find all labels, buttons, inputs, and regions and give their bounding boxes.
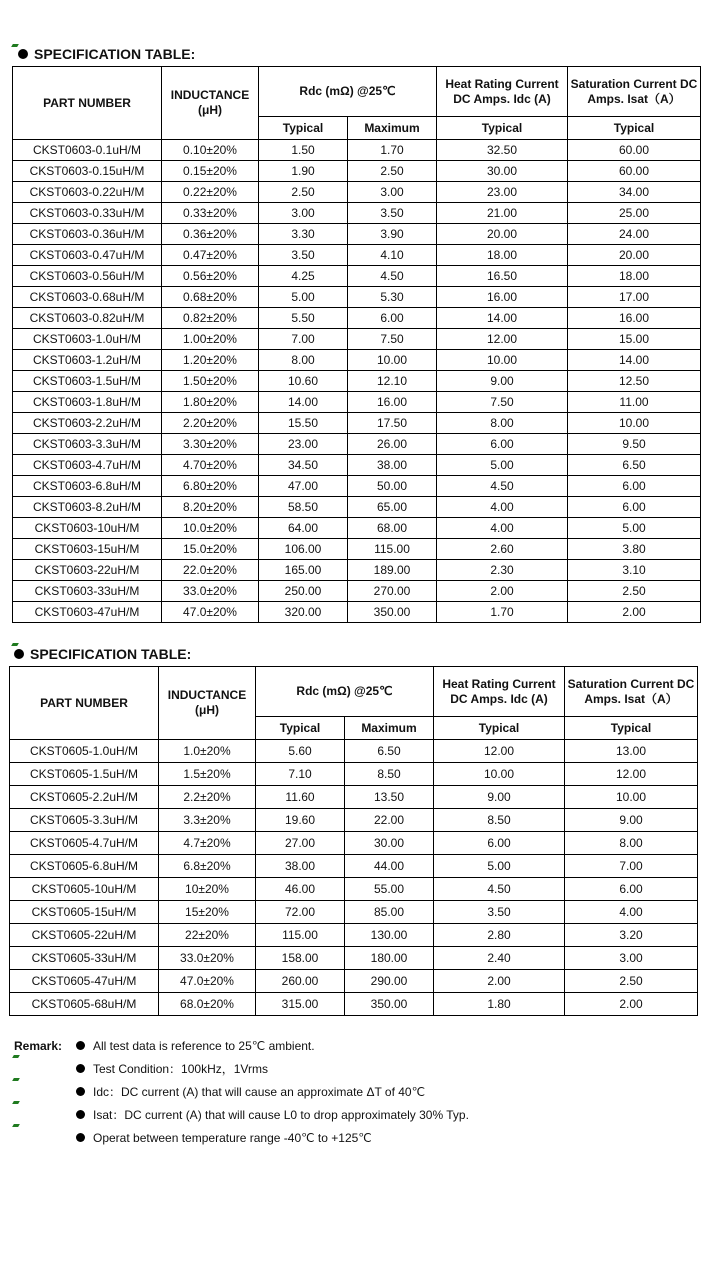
- cell-part-number: CKST0603-1.5uH/M: [13, 371, 162, 392]
- table-row: [10, 947, 698, 970]
- cell-part-number: CKST0605-6.8uH/M: [10, 855, 159, 878]
- cell-rdc-maximum: 12.10: [348, 371, 437, 392]
- cell-rdc-maximum: 5.30: [348, 287, 437, 308]
- cell-rdc-typical: 72.00: [256, 901, 345, 924]
- table-body: [13, 140, 701, 623]
- cell-rdc-maximum: 13.50: [345, 786, 434, 809]
- cell-idc-typical: 14.00: [437, 308, 568, 329]
- cell-isat-typical: 10.00: [565, 786, 698, 809]
- cell-inductance: 1.5±20%: [159, 763, 256, 786]
- cell-rdc-typical: 1.90: [259, 161, 348, 182]
- cell-rdc-maximum: 4.50: [348, 266, 437, 287]
- cell-idc-typical: 4.00: [437, 497, 568, 518]
- cell-isat-typical: 3.10: [568, 560, 701, 581]
- cell-part-number: CKST0603-15uH/M: [13, 539, 162, 560]
- cell-isat-typical: 2.00: [565, 993, 698, 1016]
- cell-idc-typical: 2.00: [437, 581, 568, 602]
- cell-rdc-maximum: 68.00: [348, 518, 437, 539]
- cell-part-number: CKST0603-2.2uH/M: [13, 413, 162, 434]
- cell-idc-typical: 5.00: [437, 455, 568, 476]
- header-isat-typical: Typical: [565, 717, 698, 740]
- cell-idc-typical: 18.00: [437, 245, 568, 266]
- table-row: [13, 245, 701, 266]
- cell-rdc-typical: 27.00: [256, 832, 345, 855]
- table-row: [10, 809, 698, 832]
- cell-idc-typical: 32.50: [437, 140, 568, 161]
- cell-idc-typical: 30.00: [437, 161, 568, 182]
- cell-rdc-typical: 3.30: [259, 224, 348, 245]
- cell-rdc-typical: 23.00: [259, 434, 348, 455]
- cell-part-number: CKST0603-0.68uH/M: [13, 287, 162, 308]
- remark-item: [14, 1057, 469, 1080]
- cell-part-number: CKST0603-4.7uH/M: [13, 455, 162, 476]
- table-row: [10, 970, 698, 993]
- cell-inductance: 33.0±20%: [162, 581, 259, 602]
- cell-isat-typical: 17.00: [568, 287, 701, 308]
- section-title-1: [18, 46, 195, 62]
- table-row: [13, 434, 701, 455]
- cell-idc-typical: 8.50: [434, 809, 565, 832]
- cell-part-number: CKST0603-0.47uH/M: [13, 245, 162, 266]
- cell-isat-typical: 12.00: [565, 763, 698, 786]
- cell-inductance: 1.20±20%: [162, 350, 259, 371]
- header-saturation: Saturation Current DC Amps. Isat（A）: [565, 667, 698, 717]
- cell-isat-typical: 6.00: [568, 497, 701, 518]
- header-part-number: PART NUMBER: [13, 67, 162, 140]
- cell-idc-typical: 2.80: [434, 924, 565, 947]
- cell-rdc-typical: 115.00: [256, 924, 345, 947]
- table-row: [10, 878, 698, 901]
- cell-idc-typical: 7.50: [437, 392, 568, 413]
- cell-rdc-maximum: 130.00: [345, 924, 434, 947]
- table-body: [10, 740, 698, 1016]
- cell-part-number: CKST0603-47uH/M: [13, 602, 162, 623]
- cell-idc-typical: 2.00: [434, 970, 565, 993]
- header-inductance: INDUCTANCE (μH): [162, 67, 259, 140]
- cell-rdc-typical: 38.00: [256, 855, 345, 878]
- table-row: [13, 161, 701, 182]
- cell-isat-typical: 3.80: [568, 539, 701, 560]
- cell-inductance: 6.80±20%: [162, 476, 259, 497]
- cell-idc-typical: 12.00: [437, 329, 568, 350]
- cell-inductance: 3.3±20%: [159, 809, 256, 832]
- cell-rdc-typical: 165.00: [259, 560, 348, 581]
- cell-idc-typical: 12.00: [434, 740, 565, 763]
- cell-rdc-typical: 3.50: [259, 245, 348, 266]
- cell-rdc-typical: 250.00: [259, 581, 348, 602]
- cell-inductance: 15±20%: [159, 901, 256, 924]
- cell-rdc-typical: 5.60: [256, 740, 345, 763]
- cell-inductance: 0.36±20%: [162, 224, 259, 245]
- cell-inductance: 0.15±20%: [162, 161, 259, 182]
- cell-part-number: CKST0605-10uH/M: [10, 878, 159, 901]
- cell-inductance: 10±20%: [159, 878, 256, 901]
- spec-table-0605: [9, 666, 698, 1016]
- cell-inductance: 47.0±20%: [162, 602, 259, 623]
- remark-label: Remark:: [14, 1038, 63, 1053]
- header-rdc: Rdc (mΩ) @25℃: [259, 67, 437, 117]
- cell-rdc-maximum: 65.00: [348, 497, 437, 518]
- cell-part-number: CKST0605-1.5uH/M: [10, 763, 159, 786]
- table-row: [13, 497, 701, 518]
- bullet-icon: [76, 1064, 85, 1073]
- table-row: [13, 203, 701, 224]
- header-rdc: Rdc (mΩ) @25℃: [256, 667, 434, 717]
- cell-rdc-maximum: 10.00: [348, 350, 437, 371]
- cell-part-number: CKST0605-22uH/M: [10, 924, 159, 947]
- table-row: [13, 392, 701, 413]
- header-part-number: PART NUMBER: [10, 667, 159, 740]
- cell-part-number: CKST0605-15uH/M: [10, 901, 159, 924]
- cell-inductance: 0.33±20%: [162, 203, 259, 224]
- cell-rdc-maximum: 44.00: [345, 855, 434, 878]
- remark-block: [14, 1034, 469, 1149]
- cell-isat-typical: 6.50: [568, 455, 701, 476]
- cell-rdc-typical: 46.00: [256, 878, 345, 901]
- table-row: [13, 560, 701, 581]
- cell-inductance: 0.47±20%: [162, 245, 259, 266]
- cell-part-number: CKST0603-1.0uH/M: [13, 329, 162, 350]
- table-row: [13, 476, 701, 497]
- cell-inductance: 8.20±20%: [162, 497, 259, 518]
- cell-rdc-maximum: 55.00: [345, 878, 434, 901]
- cell-isat-typical: 4.00: [565, 901, 698, 924]
- cell-part-number: CKST0603-0.1uH/M: [13, 140, 162, 161]
- table-row: [10, 740, 698, 763]
- cell-rdc-maximum: 2.50: [348, 161, 437, 182]
- cell-part-number: CKST0603-0.33uH/M: [13, 203, 162, 224]
- table-row: [13, 308, 701, 329]
- cell-rdc-typical: 47.00: [259, 476, 348, 497]
- cell-idc-typical: 2.40: [434, 947, 565, 970]
- cell-rdc-maximum: 6.00: [348, 308, 437, 329]
- cell-rdc-typical: 34.50: [259, 455, 348, 476]
- cell-part-number: CKST0605-68uH/M: [10, 993, 159, 1016]
- cell-idc-typical: 4.50: [434, 878, 565, 901]
- cell-rdc-maximum: 6.50: [345, 740, 434, 763]
- spec-table-0603: [12, 66, 701, 623]
- header-idc-typical: Typical: [434, 717, 565, 740]
- bullet-icon: [76, 1133, 85, 1142]
- cell-rdc-typical: 15.50: [259, 413, 348, 434]
- header-rdc-typical: Typical: [256, 717, 345, 740]
- header-rdc-typical: Typical: [259, 117, 348, 140]
- cell-rdc-maximum: 85.00: [345, 901, 434, 924]
- cell-rdc-maximum: 4.10: [348, 245, 437, 266]
- table-row: [10, 763, 698, 786]
- cell-idc-typical: 10.00: [437, 350, 568, 371]
- cell-rdc-maximum: 3.00: [348, 182, 437, 203]
- cell-rdc-maximum: 270.00: [348, 581, 437, 602]
- cell-isat-typical: 13.00: [565, 740, 698, 763]
- cell-isat-typical: 3.00: [565, 947, 698, 970]
- cell-inductance: 3.30±20%: [162, 434, 259, 455]
- table-row: [10, 993, 698, 1016]
- cell-isat-typical: 18.00: [568, 266, 701, 287]
- cell-isat-typical: 5.00: [568, 518, 701, 539]
- cell-rdc-typical: 14.00: [259, 392, 348, 413]
- table-row: [13, 350, 701, 371]
- cell-rdc-maximum: 22.00: [345, 809, 434, 832]
- cell-isat-typical: 25.00: [568, 203, 701, 224]
- cell-idc-typical: 5.00: [434, 855, 565, 878]
- remark-text: All test data is reference to 25℃ ambient.: [93, 1038, 315, 1053]
- cell-part-number: CKST0603-0.22uH/M: [13, 182, 162, 203]
- cell-rdc-maximum: 180.00: [345, 947, 434, 970]
- remark-text: Isat：DC current (A) that will cause L0 to drop approximately 30% Typ.: [93, 1108, 469, 1122]
- cell-rdc-maximum: 30.00: [345, 832, 434, 855]
- cell-rdc-maximum: 189.00: [348, 560, 437, 581]
- cell-part-number: CKST0603-0.15uH/M: [13, 161, 162, 182]
- cell-rdc-typical: 5.50: [259, 308, 348, 329]
- cell-rdc-maximum: 350.00: [348, 602, 437, 623]
- cell-part-number: CKST0603-0.36uH/M: [13, 224, 162, 245]
- cell-rdc-typical: 320.00: [259, 602, 348, 623]
- cell-isat-typical: 16.00: [568, 308, 701, 329]
- cell-idc-typical: 23.00: [437, 182, 568, 203]
- cell-rdc-maximum: 350.00: [345, 993, 434, 1016]
- cell-rdc-maximum: 1.70: [348, 140, 437, 161]
- cell-part-number: CKST0603-8.2uH/M: [13, 497, 162, 518]
- cell-rdc-typical: 1.50: [259, 140, 348, 161]
- section-title-text: SPECIFICATION TABLE:: [30, 646, 192, 662]
- cell-part-number: CKST0603-22uH/M: [13, 560, 162, 581]
- table-row: [10, 832, 698, 855]
- table-row: [13, 455, 701, 476]
- table-row: [10, 855, 698, 878]
- cell-idc-typical: 21.00: [437, 203, 568, 224]
- cell-isat-typical: 8.00: [565, 832, 698, 855]
- remark-item: [14, 1103, 469, 1126]
- cell-inductance: 22±20%: [159, 924, 256, 947]
- cell-isat-typical: 14.00: [568, 350, 701, 371]
- cell-inductance: 2.2±20%: [159, 786, 256, 809]
- table-row: [10, 924, 698, 947]
- table-row: [10, 901, 698, 924]
- cell-rdc-maximum: 16.00: [348, 392, 437, 413]
- cell-idc-typical: 9.00: [434, 786, 565, 809]
- cell-isat-typical: 6.00: [565, 878, 698, 901]
- cell-idc-typical: 1.80: [434, 993, 565, 1016]
- remark-item: [14, 1034, 469, 1057]
- cell-isat-typical: 20.00: [568, 245, 701, 266]
- cell-idc-typical: 10.00: [434, 763, 565, 786]
- cell-isat-typical: 3.20: [565, 924, 698, 947]
- cell-isat-typical: 12.50: [568, 371, 701, 392]
- bullet-icon: [76, 1041, 85, 1050]
- cell-rdc-maximum: 17.50: [348, 413, 437, 434]
- cell-part-number: CKST0603-10uH/M: [13, 518, 162, 539]
- cell-rdc-typical: 260.00: [256, 970, 345, 993]
- cell-part-number: CKST0603-33uH/M: [13, 581, 162, 602]
- cell-inductance: 4.70±20%: [162, 455, 259, 476]
- cell-inductance: 15.0±20%: [162, 539, 259, 560]
- cell-isat-typical: 2.00: [568, 602, 701, 623]
- cell-inductance: 1.0±20%: [159, 740, 256, 763]
- cell-rdc-typical: 64.00: [259, 518, 348, 539]
- table-row: [13, 602, 701, 623]
- cell-idc-typical: 4.00: [437, 518, 568, 539]
- cell-part-number: CKST0603-0.56uH/M: [13, 266, 162, 287]
- cell-isat-typical: 34.00: [568, 182, 701, 203]
- table-row: [13, 518, 701, 539]
- cell-rdc-maximum: 26.00: [348, 434, 437, 455]
- cell-isat-typical: 7.00: [565, 855, 698, 878]
- cell-isat-typical: 11.00: [568, 392, 701, 413]
- bullet-icon: [76, 1110, 85, 1119]
- table-row: [13, 224, 701, 245]
- cell-inductance: 6.8±20%: [159, 855, 256, 878]
- cell-part-number: CKST0603-1.2uH/M: [13, 350, 162, 371]
- cell-part-number: CKST0605-1.0uH/M: [10, 740, 159, 763]
- cell-rdc-maximum: 7.50: [348, 329, 437, 350]
- cell-rdc-typical: 4.25: [259, 266, 348, 287]
- cell-isat-typical: 10.00: [568, 413, 701, 434]
- cell-idc-typical: 6.00: [437, 434, 568, 455]
- cell-idc-typical: 16.00: [437, 287, 568, 308]
- table-row: [13, 182, 701, 203]
- cell-inductance: 2.20±20%: [162, 413, 259, 434]
- header-rdc-maximum: Maximum: [345, 717, 434, 740]
- cell-part-number: CKST0603-1.8uH/M: [13, 392, 162, 413]
- cell-rdc-maximum: 115.00: [348, 539, 437, 560]
- cell-idc-typical: 20.00: [437, 224, 568, 245]
- cell-rdc-typical: 11.60: [256, 786, 345, 809]
- cell-inductance: 10.0±20%: [162, 518, 259, 539]
- remark-text: Idc：DC current (A) that will cause an approximate ΔT of 40℃: [93, 1085, 426, 1099]
- cell-inductance: 0.56±20%: [162, 266, 259, 287]
- table-row: [13, 413, 701, 434]
- cell-idc-typical: 1.70: [437, 602, 568, 623]
- cell-idc-typical: 2.30: [437, 560, 568, 581]
- cell-rdc-typical: 315.00: [256, 993, 345, 1016]
- cell-rdc-maximum: 290.00: [345, 970, 434, 993]
- header-saturation: Saturation Current DC Amps. Isat（A）: [568, 67, 701, 117]
- cell-rdc-maximum: 38.00: [348, 455, 437, 476]
- header-inductance: INDUCTANCE (μH): [159, 667, 256, 740]
- cell-idc-typical: 6.00: [434, 832, 565, 855]
- cell-part-number: CKST0605-4.7uH/M: [10, 832, 159, 855]
- cell-rdc-typical: 158.00: [256, 947, 345, 970]
- table-row: [13, 539, 701, 560]
- cell-part-number: CKST0605-3.3uH/M: [10, 809, 159, 832]
- cell-isat-typical: 60.00: [568, 140, 701, 161]
- header-idc-typical: Typical: [437, 117, 568, 140]
- cell-rdc-typical: 8.00: [259, 350, 348, 371]
- cell-idc-typical: 16.50: [437, 266, 568, 287]
- cell-isat-typical: 9.50: [568, 434, 701, 455]
- cell-rdc-typical: 7.00: [259, 329, 348, 350]
- cell-isat-typical: 60.00: [568, 161, 701, 182]
- cell-idc-typical: 9.00: [437, 371, 568, 392]
- cell-inductance: 33.0±20%: [159, 947, 256, 970]
- cell-inductance: 1.00±20%: [162, 329, 259, 350]
- cell-inductance: 0.22±20%: [162, 182, 259, 203]
- cell-rdc-typical: 3.00: [259, 203, 348, 224]
- header-heat-rating: Heat Rating Current DC Amps. Idc (A): [437, 67, 568, 117]
- header-heat-rating: Heat Rating Current DC Amps. Idc (A): [434, 667, 565, 717]
- table-row: [13, 371, 701, 392]
- remark-text: Test Condition：100kHz，1Vrms: [93, 1062, 268, 1076]
- section-title-2: [14, 646, 191, 662]
- header-rdc-maximum: Maximum: [348, 117, 437, 140]
- cell-rdc-typical: 5.00: [259, 287, 348, 308]
- cell-isat-typical: 24.00: [568, 224, 701, 245]
- table-row: [13, 329, 701, 350]
- bullet-icon: [76, 1087, 85, 1096]
- cell-part-number: CKST0605-33uH/M: [10, 947, 159, 970]
- header-isat-typical: Typical: [568, 117, 701, 140]
- bullet-icon: [14, 649, 24, 659]
- bullet-icon: [18, 49, 28, 59]
- cell-part-number: CKST0605-47uH/M: [10, 970, 159, 993]
- cell-rdc-typical: 58.50: [259, 497, 348, 518]
- cell-idc-typical: 4.50: [437, 476, 568, 497]
- cell-inductance: 68.0±20%: [159, 993, 256, 1016]
- cell-idc-typical: 3.50: [434, 901, 565, 924]
- cell-rdc-typical: 2.50: [259, 182, 348, 203]
- remark-item: [14, 1080, 469, 1103]
- remark-item: [14, 1126, 469, 1149]
- cell-rdc-maximum: 3.90: [348, 224, 437, 245]
- cell-part-number: CKST0605-2.2uH/M: [10, 786, 159, 809]
- cell-idc-typical: 8.00: [437, 413, 568, 434]
- section-title-text: SPECIFICATION TABLE:: [34, 46, 196, 62]
- cell-rdc-maximum: 8.50: [345, 763, 434, 786]
- cell-isat-typical: 6.00: [568, 476, 701, 497]
- cell-rdc-typical: 106.00: [259, 539, 348, 560]
- table-row: [13, 581, 701, 602]
- cell-isat-typical: 15.00: [568, 329, 701, 350]
- cell-inductance: 47.0±20%: [159, 970, 256, 993]
- table-row: [13, 266, 701, 287]
- table-row: [13, 287, 701, 308]
- cell-inductance: 0.68±20%: [162, 287, 259, 308]
- cell-isat-typical: 2.50: [568, 581, 701, 602]
- cell-inductance: 1.80±20%: [162, 392, 259, 413]
- cell-rdc-maximum: 50.00: [348, 476, 437, 497]
- cell-inductance: 0.10±20%: [162, 140, 259, 161]
- cell-part-number: CKST0603-3.3uH/M: [13, 434, 162, 455]
- cell-rdc-typical: 10.60: [259, 371, 348, 392]
- cell-inductance: 22.0±20%: [162, 560, 259, 581]
- cell-inductance: 1.50±20%: [162, 371, 259, 392]
- cell-isat-typical: 2.50: [565, 970, 698, 993]
- cell-part-number: CKST0603-0.82uH/M: [13, 308, 162, 329]
- cell-isat-typical: 9.00: [565, 809, 698, 832]
- cell-rdc-typical: 19.60: [256, 809, 345, 832]
- cell-inductance: 4.7±20%: [159, 832, 256, 855]
- table-row: [10, 786, 698, 809]
- cell-rdc-typical: 7.10: [256, 763, 345, 786]
- cell-inductance: 0.82±20%: [162, 308, 259, 329]
- cell-part-number: CKST0603-6.8uH/M: [13, 476, 162, 497]
- table-row: [13, 140, 701, 161]
- remark-text: Operat between temperature range -40℃ to +125℃: [93, 1130, 372, 1145]
- cell-rdc-maximum: 3.50: [348, 203, 437, 224]
- cell-idc-typical: 2.60: [437, 539, 568, 560]
